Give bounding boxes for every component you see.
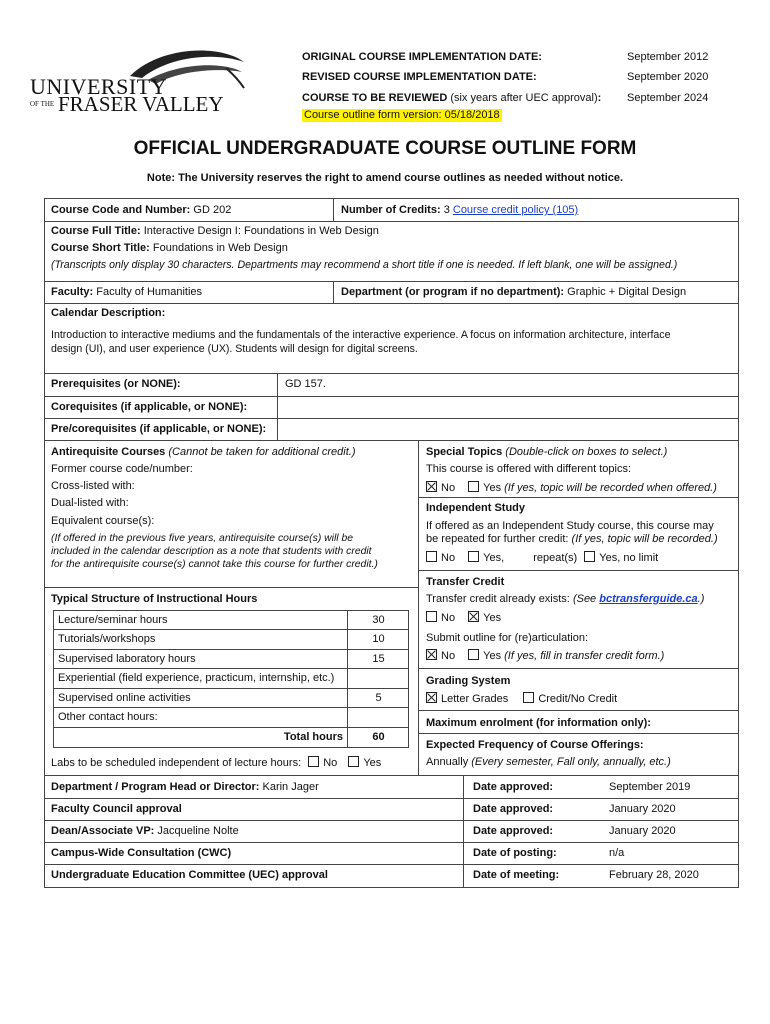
independent-yes-checkbox[interactable] [468, 551, 479, 562]
short-title: Course Short Title: Foundations in Web Design [51, 242, 288, 254]
letter-grades-checkbox[interactable] [426, 692, 437, 703]
bctransferguide-link[interactable]: bctransferguide.ca [599, 593, 698, 605]
transfer-exists: Transfer credit already exists: (See bctransferguide.ca.) [426, 593, 705, 605]
dual-listed: Dual-listed with: [51, 497, 129, 509]
approval-date-value[interactable]: February 28, 2020 [609, 869, 699, 881]
full-title-value[interactable]: Interactive Design I: Foundations in Web Design [143, 225, 379, 237]
approval-row: Faculty Council approval [51, 803, 182, 815]
independent-study-line: If offered as an Independent Study course, this course may [426, 520, 714, 532]
special-topics-label: Special Topics (Double-click on boxes to select.) [426, 446, 668, 458]
calendar-description-line[interactable]: design (UI), and user experience (UX). Students will design for digital screens. [51, 343, 418, 355]
original-date-value: September 2012 [627, 51, 709, 63]
full-title: Course Full Title: Interactive Design I: Foundations in Web Design [51, 225, 379, 237]
review-label: COURSE TO BE REVIEWED [302, 92, 448, 104]
independent-study-options: No Yes, repeat(s) Yes, no limit [426, 551, 658, 565]
review-date-label [302, 92, 601, 105]
total-hours-label: Total hours [283, 731, 343, 743]
hours-row-value[interactable]: 30 [372, 614, 385, 626]
special-no-checkbox[interactable] [426, 481, 437, 492]
grading-options: Letter Grades Credit/No Credit [426, 692, 617, 706]
hours-row-value[interactable]: 5 [375, 692, 382, 704]
credit-no-credit-checkbox[interactable] [523, 692, 534, 703]
course-code: Course Code and Number: GD 202 [51, 204, 232, 216]
hours-row-name: Experiential (field experience, practicum, internship, etc.) [58, 672, 335, 684]
antirequisite-note: for the antirequisite course(s) cannot take this course for further credit.) [51, 559, 378, 570]
former-course-code: Former course code/number: [51, 463, 193, 475]
independent-study-line: be repeated for further credit: (If yes, topic will be recorded.) [426, 533, 718, 545]
credit-policy-link[interactable]: Course credit policy (105) [452, 204, 579, 216]
approval-date-label: Date approved: [473, 803, 554, 815]
hours-row-value[interactable]: 10 [372, 633, 385, 645]
hours-row-name: Tutorials/workshops [58, 633, 156, 645]
original-date-label: ORIGINAL COURSE IMPLEMENTATION DATE: [302, 51, 542, 63]
faculty-value[interactable]: Faculty of Humanities [96, 286, 203, 298]
hours-row-value[interactable]: 15 [372, 653, 385, 665]
frequency-text[interactable]: Annually [426, 756, 469, 768]
labs-independent: Labs to be scheduled independent of lecture hours: No Yes [51, 757, 382, 769]
transfer-submit-options: No Yes (If yes, fill in transfer credit form.) [426, 649, 664, 663]
department: Department (or program if no department): Graphic + Digital Design [341, 286, 687, 298]
equivalent-courses: Equivalent course(s): [51, 515, 155, 527]
approval-date-value[interactable]: September 2019 [609, 781, 691, 793]
approval-row: Department / Program Head or Director: Karin Jager [51, 781, 319, 793]
special-yes-checkbox[interactable] [468, 481, 479, 492]
transfer-submit: Submit outline for (re)articulation: [426, 632, 589, 644]
antirequisite-label: Antirequisite Courses (Cannot be taken for additional credit.) [51, 446, 356, 458]
review-note: (six years after UEC approval) [450, 92, 598, 104]
short-title-value[interactable]: Foundations in Web Design [152, 242, 288, 254]
faculty: Faculty: Faculty of Humanities [51, 286, 203, 298]
approval-row: Dean/Associate VP: Jacqueline Nolte [51, 825, 239, 837]
credits-value[interactable]: 3 [443, 204, 450, 216]
frequency-label: Expected Frequency of Course Offerings: [426, 739, 644, 751]
logo-of-the: OF THE [30, 100, 55, 108]
revised-date-label: REVISED COURSE IMPLEMENTATION DATE: [302, 71, 537, 83]
credits: Number of Credits: 3 Course credit policy (105) [341, 204, 579, 216]
transfer-no-checkbox[interactable] [426, 611, 437, 622]
labs-yes-checkbox[interactable] [348, 756, 359, 767]
prerequisites-label: Prerequisites (or NONE): [51, 378, 181, 390]
hours-row-name: Other contact hours: [58, 711, 158, 723]
logo [30, 48, 250, 120]
transfer-credit-label: Transfer Credit [426, 576, 505, 588]
form-version: Course outline form version: 05/18/2018 [304, 109, 500, 121]
approval-row: Campus-Wide Consultation (CWC) [51, 847, 232, 859]
antirequisite-note: (If offered in the previous five years, antirequisite course(s) will be [51, 533, 354, 544]
hours-row-name: Supervised online activities [58, 692, 191, 704]
independent-study-label: Independent Study [426, 502, 525, 514]
total-hours-value: 60 [372, 731, 385, 743]
special-topics-options: No Yes (If yes, topic will be recorded when offered.) [426, 481, 717, 495]
frequency-value: Annually (Every semester, Fall only, annually, etc.) [426, 756, 671, 768]
approval-date-value[interactable]: January 2020 [609, 825, 676, 837]
cross-listed: Cross-listed with: [51, 480, 135, 492]
approval-date-label: Date of meeting: [473, 869, 560, 881]
grading-system-label: Grading System [426, 675, 511, 687]
page-title: OFFICIAL UNDERGRADUATE COURSE OUTLINE FORM [133, 138, 637, 159]
calendar-description-line[interactable]: Introduction to interactive mediums and the fundamentals of the interactive experience. A focus on information architecture, interface [51, 329, 671, 341]
course-code-value[interactable]: GD 202 [193, 204, 232, 216]
department-value[interactable]: Graphic + Digital Design [567, 286, 687, 298]
review-date-value: September 2024 [627, 92, 709, 104]
approval-date-value[interactable]: January 2020 [609, 803, 676, 815]
transfer-yes-checkbox[interactable] [468, 611, 479, 622]
submit-yes-checkbox[interactable] [468, 649, 479, 660]
approval-date-label: Date approved: [473, 825, 554, 837]
approval-name[interactable]: Jacqueline Nolte [157, 825, 239, 837]
antirequisite-note: included in the calendar description as a note that students with credit [51, 546, 372, 557]
approval-date-label: Date approved: [473, 781, 554, 793]
hours-row-name: Lecture/seminar hours [58, 614, 168, 626]
transcript-note: (Transcripts only display 30 characters. Departments may recommend a short title if one is needed. If left blank, one will be assigned.) [51, 259, 678, 271]
revised-date-value: September 2020 [627, 71, 709, 83]
max-enrolment-label: Maximum enrolment (for information only): [426, 717, 651, 729]
logo-fraser-valley: FRASER VALLEY [58, 92, 224, 116]
submit-no-checkbox[interactable] [426, 649, 437, 660]
logo-university: UNIVERSITY [30, 74, 167, 99]
hours-row-name: Supervised laboratory hours [58, 653, 196, 665]
disclaimer-note: Note: The University reserves the right to amend course outlines as needed without notice. [146, 172, 624, 184]
approval-date-label: Date of posting: [473, 847, 557, 859]
special-topics-text: This course is offered with different topics: [426, 463, 632, 475]
independent-no-checkbox[interactable] [426, 551, 437, 562]
precorequisites-label: Pre/corequisites (if applicable, or NONE): [51, 423, 267, 435]
calendar-description-label: Calendar Description: [51, 307, 166, 319]
labs-no-checkbox[interactable] [308, 756, 319, 767]
approval-name[interactable]: Karin Jager [262, 781, 319, 793]
approval-date-value[interactable]: n/a [609, 847, 625, 859]
prerequisites-value[interactable]: GD 157. [285, 378, 326, 390]
corequisites-label: Corequisites (if applicable, or NONE): [51, 401, 248, 413]
independent-no-limit-checkbox[interactable] [584, 551, 595, 562]
approval-row: Undergraduate Education Committee (UEC) approval [51, 869, 328, 881]
hours-structure-label: Typical Structure of Instructional Hours [51, 593, 258, 605]
transfer-exists-options: No Yes [426, 611, 501, 625]
review-colon: : [597, 92, 602, 104]
